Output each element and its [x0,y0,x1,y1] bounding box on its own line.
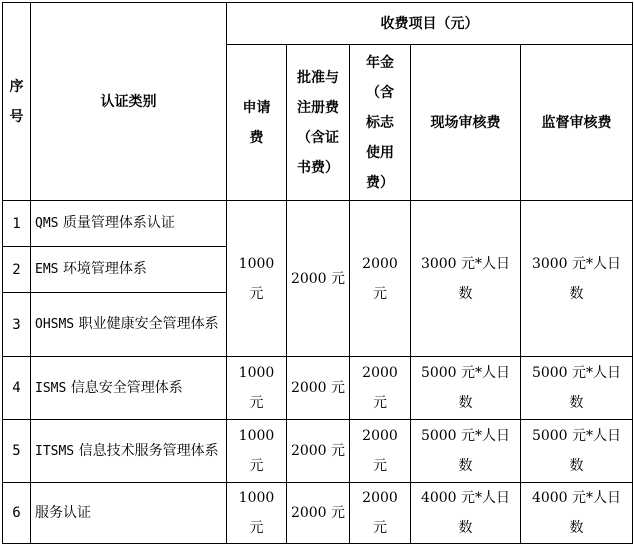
row-seq: 2 [3,247,31,293]
registration-fee-header: 批准与 注册费 （含证 书费） [287,45,350,201]
category-header: 认证类别 [31,3,227,201]
annual-fee-header: 年金 （含 标志 使用 费） [350,45,411,201]
row-category: OHSMS 职业健康安全管理体系 [31,293,227,357]
supervision-audit-fee-cell: 5000 元*人日 数 [521,420,633,483]
row-category: ITSMS 信息技术服务管理体系 [31,420,227,483]
annual-fee-cell: 2000 元 [350,201,411,357]
application-fee-cell: 1000 元 [227,357,287,420]
row-category: 服务认证 [31,483,227,544]
registration-fee-cell: 2000 元 [287,357,350,420]
row-seq: 5 [3,420,31,483]
supervision-audit-fee-cell: 3000 元*人日 数 [521,201,633,357]
certification-fee-table [2,2,633,544]
application-fee-cell: 1000 元 [227,201,287,357]
registration-fee-cell: 2000 元 [287,420,350,483]
supervision-audit-fee-cell: 5000 元*人日 数 [521,357,633,420]
row-category: QMS 质量管理体系认证 [31,201,227,247]
application-fee-cell: 1000 元 [227,483,287,544]
supervision-audit-fee-header: 监督审核费 [521,45,633,201]
supervision-audit-fee-cell: 4000 元*人日 数 [521,483,633,544]
onsite-audit-fee-header: 现场审核费 [411,45,521,201]
onsite-audit-fee-cell: 3000 元*人日 数 [411,201,521,357]
row-seq: 4 [3,357,31,420]
row-seq: 1 [3,201,31,247]
row-seq: 6 [3,483,31,544]
annual-fee-cell: 2000 元 [350,357,411,420]
table-row [3,483,633,544]
registration-fee-cell: 2000 元 [287,483,350,544]
onsite-audit-fee-cell: 5000 元*人日 数 [411,420,521,483]
application-fee-cell: 1000 元 [227,420,287,483]
onsite-audit-fee-cell: 4000 元*人日 数 [411,483,521,544]
onsite-audit-fee-cell: 5000 元*人日 数 [411,357,521,420]
table-row [3,201,633,247]
fee-group-header: 收费项目（元） [227,3,633,45]
table-row [3,420,633,483]
registration-fee-cell: 2000 元 [287,201,350,357]
row-category: ISMS 信息安全管理体系 [31,357,227,420]
row-seq: 3 [3,293,31,357]
header-row-1 [3,3,633,45]
table-row [3,357,633,420]
application-fee-header: 申请 费 [227,45,287,201]
row-category: EMS 环境管理体系 [31,247,227,293]
annual-fee-cell: 2000 元 [350,483,411,544]
annual-fee-cell: 2000 元 [350,420,411,483]
seq-header: 序 号 [3,3,31,201]
